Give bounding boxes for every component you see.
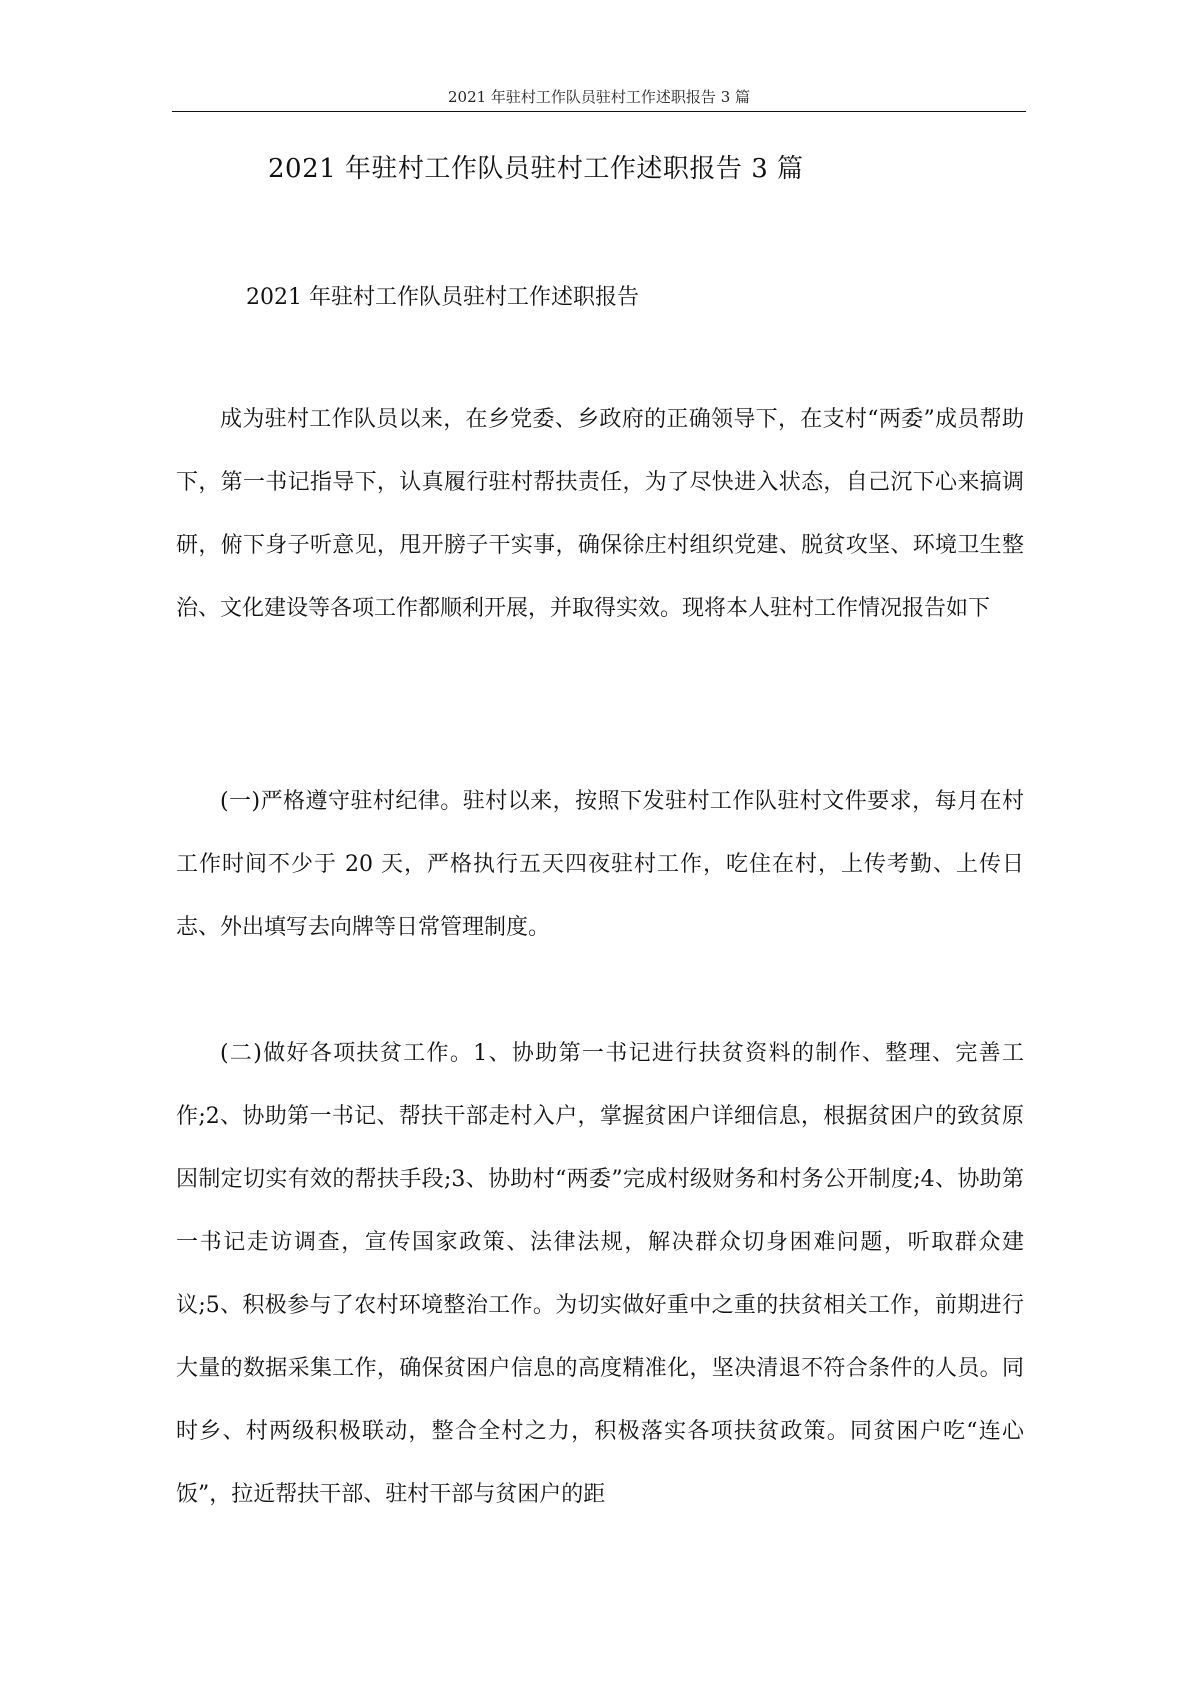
paragraph-intro: 成为驻村工作队员以来，在乡党委、乡政府的正确领导下，在支村“两委”成员帮助下，第一书记指导下，认真履行驻村帮扶责任，为了尽快进入状态，自己沉下心来搞调研，俯下身子听意见，甩开膀子干实事，确保徐庄村组织党建、脱贫攻坚、环境卫生整治、文化建设等各项工作都顺利开展，并取得实效。现将本人驻村工作情况报告如下 — [176, 407, 1024, 621]
header-rule — [172, 111, 1026, 112]
paragraph-discipline: (一)严格遵守驻村纪律。驻村以来，按照下发驻村工作队驻村文件要求，每月在村工作时间不少于 20 天，严格执行五天四夜驻村工作，吃住在村，上传考勤、上传日志、外出填写去向牌等日常管理制度。 — [176, 789, 1024, 940]
section-subtitle: 2021 年驻村工作队员驻村工作述职报告 — [246, 285, 639, 310]
running-header: 2021 年驻村工作队员驻村工作述职报告 3 篇 — [447, 88, 751, 106]
document-title: 2021 年驻村工作队员驻村工作述职报告 3 篇 — [268, 154, 804, 184]
paragraph-poverty-work: (二)做好各项扶贫工作。1、协助第一书记进行扶贫资料的制作、整理、完善工作;2、协助第一书记、帮扶干部走村入户，掌握贫困户详细信息，根据贫困户的致贫原因制定切实有效的帮扶手段;3、协助村“两委”完成村级财务和村务公开制度;4、协助第一书记走访调查，宣传国家政策、法律法规，解决群众切身困难问题，听取群众建议;5、积极参与了农村环境整治工作。为切实做好重中之重的扶贫相关工作，前期进行大量的数据采集工作，确保贫困户信息的高度精准化，坚决清退不符合条件的人员。同时乡、村两级积极联动，整合全村之力，积极落实各项扶贫政策。同贫困户吃“连心饭”，拉近帮扶干部、驻村干部与贫困户的距 — [176, 1041, 1024, 1507]
